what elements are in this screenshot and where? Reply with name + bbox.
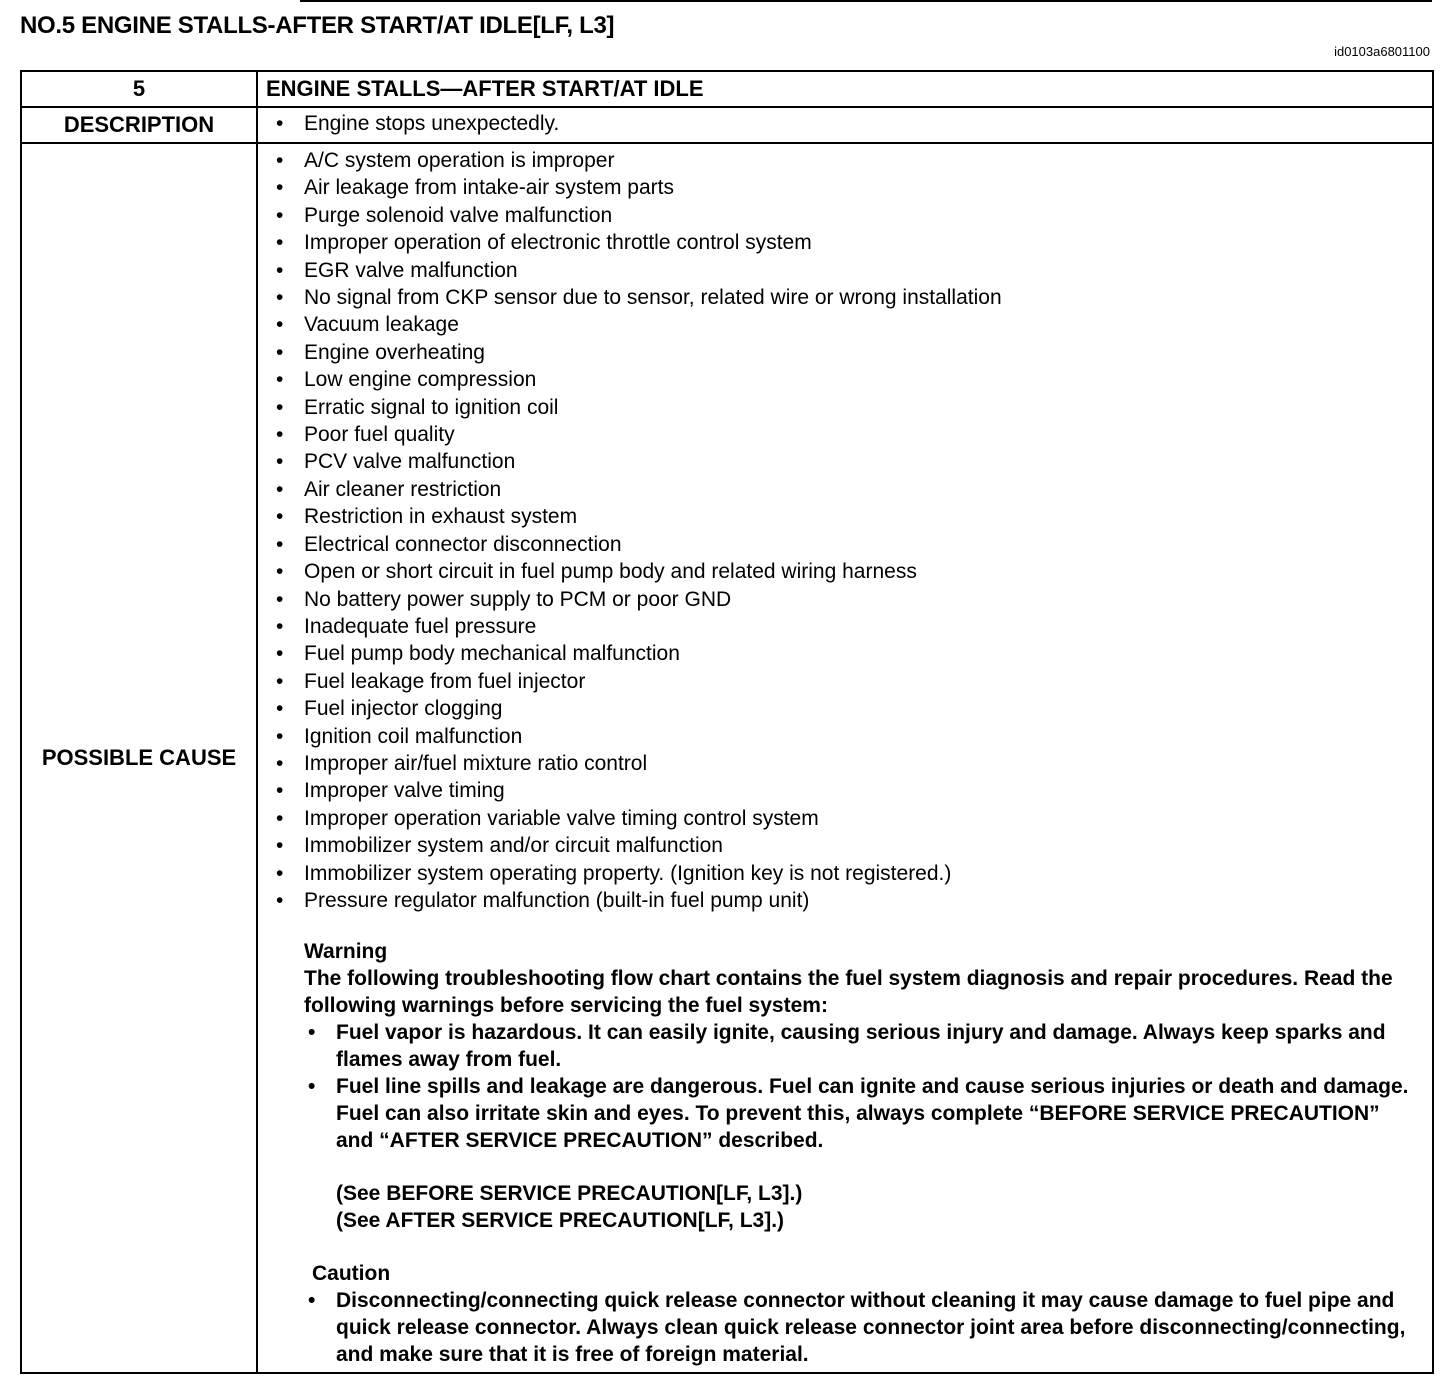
troubleshooting-table: [20, 70, 1434, 1374]
bullet-icon: •: [276, 724, 284, 748]
see-before-service-link[interactable]: (See BEFORE SERVICE PRECAUTION[LF, L3].): [336, 1182, 803, 1206]
warning-list: [304, 1019, 1412, 1154]
warning-item: [304, 1019, 1412, 1073]
bullet-icon: •: [308, 1289, 316, 1313]
cause-item: [274, 640, 1432, 667]
cause-item-text: Air leakage from intake-air system parts: [304, 176, 674, 200]
caution-block: [308, 1260, 1412, 1368]
bullet-icon: •: [276, 176, 284, 200]
cause-item-text: Low engine compression: [304, 368, 537, 392]
cause-item: [274, 723, 1432, 750]
cause-item: [274, 394, 1432, 421]
bullet-icon: •: [276, 395, 284, 419]
bullet-icon: •: [308, 1021, 316, 1045]
page-title: NO.5 ENGINE STALLS-AFTER START/AT IDLE[LF, L3]: [20, 12, 615, 39]
warning-title: Warning: [304, 940, 388, 964]
bullet-icon: •: [276, 313, 284, 337]
bullet-icon: •: [276, 779, 284, 803]
warning-item: [304, 1073, 1412, 1154]
cause-item-text: Air cleaner restriction: [304, 477, 502, 501]
cause-item-text: Electrical connector disconnection: [304, 532, 622, 556]
cause-item-text: Erratic signal to ignition coil: [304, 395, 559, 419]
cause-item-text: EGR valve malfunction: [304, 258, 518, 282]
cause-item-text: Improper operation variable valve timing control system: [304, 806, 819, 830]
cause-item: [274, 887, 1432, 914]
cause-item: [274, 366, 1432, 393]
cause-item: [274, 531, 1432, 558]
description-cell: [257, 107, 1433, 143]
cause-item-text: Fuel leakage from fuel injector: [304, 669, 586, 693]
symptom-heading: ENGINE STALLS—AFTER START/AT IDLE: [257, 71, 1433, 107]
cause-item: [274, 284, 1432, 311]
cause-item-text: Pressure regulator malfunction (built-in fuel pump unit): [304, 888, 810, 912]
cause-item: [274, 860, 1432, 887]
cause-item-text: Poor fuel quality: [304, 423, 455, 447]
cause-item: [274, 558, 1432, 585]
bullet-icon: •: [276, 669, 284, 693]
cause-item-text: Immobilizer system and/or circuit malfunction: [304, 834, 723, 858]
warning-item-text: Fuel vapor is hazardous. It can easily ignite, causing serious injury and damage. Always keep sparks and flames away from fuel.: [336, 1021, 1386, 1072]
cause-item: [274, 750, 1432, 777]
description-row: [21, 107, 1433, 143]
cause-item: [274, 503, 1432, 530]
cause-item: [274, 311, 1432, 338]
description-list: [258, 108, 1432, 140]
bullet-icon: •: [276, 450, 284, 474]
top-rule: [300, 0, 1432, 2]
bullet-icon: •: [276, 642, 284, 666]
cause-item-text: PCV valve malfunction: [304, 450, 516, 474]
possible-cause-label: POSSIBLE CAUSE: [21, 143, 257, 1373]
symptom-number: 5: [21, 71, 257, 107]
bullet-icon: •: [276, 368, 284, 392]
caution-item-text: Disconnecting/connecting quick release connector without cleaning it may cause damage to fuel pipe and quick release connector. Always clean quick release connector joint area before disconnecting/connecting, and make sure that it is free of foreign material.: [336, 1289, 1406, 1367]
cause-item-text: Improper valve timing: [304, 779, 505, 803]
cause-item: [274, 448, 1432, 475]
cause-item: [274, 174, 1432, 201]
cause-item: [274, 339, 1432, 366]
warning-item-text: Fuel line spills and leakage are dangerous. Fuel can ignite and cause serious injuries or death and damage. Fuel can also irritate skin and eyes. To prevent this, always complete “BEFORE SERVICE PRECAUTION” and “AFTER SERVICE PRECAUTION” described.: [336, 1075, 1409, 1153]
bullet-icon: •: [276, 149, 284, 172]
bullet-icon: •: [308, 1075, 316, 1099]
bullet-icon: •: [276, 423, 284, 447]
cause-item-text: Ignition coil malfunction: [304, 724, 523, 748]
description-item-text: Engine stops unexpectedly.: [304, 112, 560, 135]
cause-item-text: No battery power supply to PCM or poor GND: [304, 587, 732, 611]
bullet-icon: •: [276, 477, 284, 501]
cause-item: [274, 695, 1432, 722]
see-after-service-link[interactable]: (See AFTER SERVICE PRECAUTION[LF, L3].): [336, 1209, 785, 1233]
possible-cause-row: [21, 143, 1433, 1373]
bullet-icon: •: [276, 505, 284, 529]
bullet-icon: •: [276, 560, 284, 584]
cause-item-text: Engine overheating: [304, 340, 485, 364]
possible-cause-cell: [257, 143, 1433, 1373]
bullet-icon: •: [276, 834, 284, 858]
bullet-icon: •: [276, 614, 284, 638]
cause-item: [274, 147, 1432, 174]
warning-block: [304, 938, 1412, 1234]
cause-item-text: Open or short circuit in fuel pump body and related wiring harness: [304, 560, 917, 584]
bullet-icon: •: [276, 203, 284, 227]
cause-item: [274, 832, 1432, 859]
caution-title: Caution: [312, 1262, 391, 1286]
cause-item: [274, 586, 1432, 613]
cause-item-text: Immobilizer system operating property. (Ignition key is not registered.): [304, 861, 952, 885]
bullet-icon: •: [276, 806, 284, 830]
bullet-icon: •: [276, 861, 284, 885]
bullet-icon: •: [276, 697, 284, 721]
bullet-icon: •: [276, 888, 284, 912]
cause-item: [274, 229, 1432, 256]
table-header-row: [21, 71, 1433, 107]
cause-item-text: Fuel pump body mechanical malfunction: [304, 642, 680, 666]
caution-item: [304, 1287, 1412, 1368]
cause-item: [274, 476, 1432, 503]
cause-item: [274, 613, 1432, 640]
cause-item-text: A/C system operation is improper: [304, 149, 615, 172]
possible-cause-list: [258, 147, 1432, 914]
bullet-icon: •: [276, 286, 284, 310]
cause-item-text: Purge solenoid valve malfunction: [304, 203, 613, 227]
bullet-icon: •: [276, 340, 284, 364]
caution-list: [304, 1287, 1412, 1368]
bullet-icon: •: [276, 751, 284, 775]
cause-item: [274, 668, 1432, 695]
description-item: [274, 108, 1432, 140]
cause-item-text: Improper operation of electronic throttle control system: [304, 231, 812, 255]
bullet-icon: •: [276, 112, 284, 135]
cause-item-text: Fuel injector clogging: [304, 697, 503, 721]
cause-item-text: No signal from CKP sensor due to sensor, related wire or wrong installation: [304, 286, 1002, 310]
bullet-icon: •: [276, 587, 284, 611]
bullet-icon: •: [276, 258, 284, 282]
cause-item-text: Inadequate fuel pressure: [304, 614, 537, 638]
cause-item: [274, 805, 1432, 832]
warning-intro: The following troubleshooting flow chart contains the fuel system diagnosis and repair procedures. Read the following warnings before servicing the fuel system:: [304, 967, 1393, 1018]
document-id: id0103a6801100: [1334, 44, 1430, 59]
see-references: [304, 1180, 1412, 1234]
cause-item-text: Vacuum leakage: [304, 313, 459, 337]
cause-item-text: Restriction in exhaust system: [304, 505, 578, 529]
cause-item: [274, 421, 1432, 448]
description-label: DESCRIPTION: [21, 107, 257, 143]
bullet-icon: •: [276, 231, 284, 255]
cause-item: [274, 202, 1432, 229]
bullet-icon: •: [276, 532, 284, 556]
cause-item: [274, 777, 1432, 804]
cause-item: [274, 257, 1432, 284]
cause-item-text: Improper air/fuel mixture ratio control: [304, 751, 648, 775]
